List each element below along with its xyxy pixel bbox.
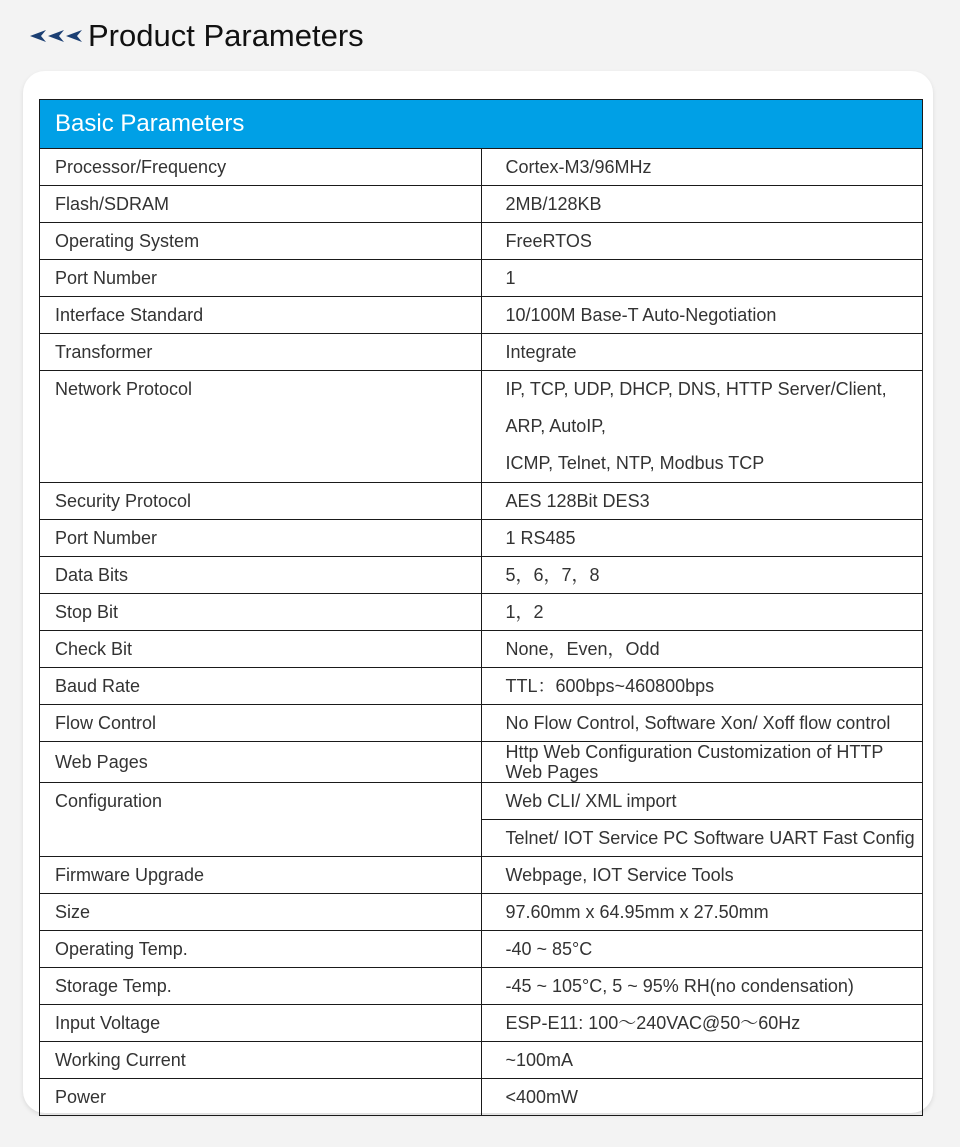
param-label-power: Power bbox=[40, 1079, 482, 1116]
param-label-firmware-upgrade: Firmware Upgrade bbox=[40, 857, 482, 894]
param-value-size bbox=[481, 894, 923, 931]
param-label-port-number: Port Number bbox=[40, 260, 482, 297]
table-row bbox=[40, 149, 923, 186]
param-value-processor-frequency bbox=[481, 149, 923, 186]
table-row bbox=[40, 742, 923, 783]
param-value-line: -45 ~ 105°C, 5 ~ 95% RH(no condensation) bbox=[505, 976, 854, 996]
param-value-port-number bbox=[481, 260, 923, 297]
param-label-processor-frequency: Processor/Frequency bbox=[40, 149, 482, 186]
table-row bbox=[40, 1042, 923, 1079]
param-label-web-pages: Web Pages bbox=[40, 742, 482, 783]
param-value-flow-control bbox=[481, 705, 923, 742]
param-value-line: Http Web Configuration Customization of HTTP Web Pages bbox=[505, 742, 883, 782]
param-value-line: 5，6，7，8 bbox=[505, 565, 600, 585]
param-value-line: ICMP, Telnet, NTP, Modbus TCP bbox=[505, 453, 765, 473]
param-value-line: Webpage, IOT Service Tools bbox=[505, 865, 734, 885]
table-row bbox=[40, 186, 923, 223]
table-row bbox=[40, 631, 923, 668]
param-value-storage-temp bbox=[481, 968, 923, 1005]
param-value-line: 1，2 bbox=[505, 602, 544, 622]
param-value-line: <400mW bbox=[505, 1087, 579, 1107]
param-value-network-protocol bbox=[481, 371, 923, 483]
param-label-input-voltage: Input Voltage bbox=[40, 1005, 482, 1042]
table-row bbox=[40, 297, 923, 334]
param-label-size: Size bbox=[40, 894, 482, 931]
page-heading bbox=[30, 16, 364, 56]
param-value-line: 1 RS485 bbox=[505, 528, 576, 548]
param-value-interface-standard bbox=[481, 297, 923, 334]
param-value-line: No Flow Control, Software Xon/ Xoff flow control bbox=[505, 713, 891, 733]
param-value-line: Cortex-M3/96MHz bbox=[505, 157, 652, 177]
table-row bbox=[40, 260, 923, 297]
param-value-configuration: Web CLI/ XML import bbox=[481, 783, 923, 820]
table-row bbox=[40, 857, 923, 894]
param-value-baud-rate bbox=[481, 668, 923, 705]
param-value-stop-bit bbox=[481, 594, 923, 631]
param-value-line: ~100mA bbox=[505, 1050, 574, 1070]
param-label-security-protocol: Security Protocol bbox=[40, 483, 482, 520]
table-row bbox=[40, 705, 923, 742]
table-row bbox=[40, 371, 923, 483]
param-value-line: None，Even，Odd bbox=[505, 639, 660, 659]
param-label-baud-rate: Baud Rate bbox=[40, 668, 482, 705]
table-row bbox=[40, 334, 923, 371]
param-label-check-bit: Check Bit bbox=[40, 631, 482, 668]
param-label-flash-sdram: Flash/SDRAM bbox=[40, 186, 482, 223]
param-label-flow-control: Flow Control bbox=[40, 705, 482, 742]
page-title: Product Parameters bbox=[88, 18, 364, 53]
table-row bbox=[40, 1005, 923, 1042]
param-label-stop-bit: Stop Bit bbox=[40, 594, 482, 631]
param-value-line: FreeRTOS bbox=[505, 231, 592, 251]
param-label-transformer: Transformer bbox=[40, 334, 482, 371]
param-value-port-number bbox=[481, 520, 923, 557]
table-row bbox=[40, 783, 923, 820]
param-value-power bbox=[481, 1079, 923, 1116]
param-value-configuration: Telnet/ IOT Service PC Software UART Fast Config bbox=[481, 820, 923, 857]
triple-chevron-left-icon bbox=[30, 28, 84, 44]
param-label-working-current: Working Current bbox=[40, 1042, 482, 1079]
param-value-check-bit bbox=[481, 631, 923, 668]
table-row bbox=[40, 1079, 923, 1116]
param-label-network-protocol: Network Protocol bbox=[40, 371, 482, 483]
param-label-configuration: Configuration bbox=[40, 783, 482, 857]
param-value-web-pages bbox=[481, 742, 923, 783]
param-value-line: 97.60mm x 64.95mm x 27.50mm bbox=[505, 902, 769, 922]
param-label-storage-temp: Storage Temp. bbox=[40, 968, 482, 1005]
table-row bbox=[40, 557, 923, 594]
param-value-security-protocol bbox=[481, 483, 923, 520]
param-value-operating-temp bbox=[481, 931, 923, 968]
param-value-line: TTL：600bps~460800bps bbox=[505, 676, 715, 696]
param-value-input-voltage bbox=[481, 1005, 923, 1042]
table-row bbox=[40, 594, 923, 631]
table-row bbox=[40, 483, 923, 520]
param-value-line: 1 bbox=[505, 268, 516, 288]
param-label-operating-temp: Operating Temp. bbox=[40, 931, 482, 968]
param-value-line: AES 128Bit DES3 bbox=[505, 491, 650, 511]
table-row bbox=[40, 668, 923, 705]
param-value-operating-system bbox=[481, 223, 923, 260]
param-value-line: Integrate bbox=[505, 342, 577, 362]
table-row bbox=[40, 968, 923, 1005]
param-label-interface-standard: Interface Standard bbox=[40, 297, 482, 334]
param-value-line: IP, TCP, UDP, DHCP, DNS, HTTP Server/Client, ARP, AutoIP, bbox=[505, 379, 887, 436]
param-value-firmware-upgrade bbox=[481, 857, 923, 894]
parameters-card bbox=[23, 71, 933, 1113]
table-row bbox=[40, 520, 923, 557]
param-label-port-number: Port Number bbox=[40, 520, 482, 557]
table-row bbox=[40, 223, 923, 260]
table-row bbox=[40, 894, 923, 931]
table-body bbox=[40, 149, 923, 1116]
param-label-data-bits: Data Bits bbox=[40, 557, 482, 594]
table-row bbox=[40, 931, 923, 968]
parameters-table bbox=[39, 99, 923, 1116]
param-value-flash-sdram bbox=[481, 186, 923, 223]
param-value-line: 2MB/128KB bbox=[505, 194, 602, 214]
table-header: Basic Parameters bbox=[40, 100, 923, 149]
param-label-operating-system: Operating System bbox=[40, 223, 482, 260]
param-value-working-current bbox=[481, 1042, 923, 1079]
param-value-line: 10/100M Base-T Auto-Negotiation bbox=[505, 305, 777, 325]
param-value-transformer bbox=[481, 334, 923, 371]
param-value-line: -40 ~ 85°C bbox=[505, 939, 593, 959]
param-value-data-bits bbox=[481, 557, 923, 594]
param-value-line: ESP-E11: 100～240VAC@50～60Hz bbox=[505, 1013, 801, 1033]
